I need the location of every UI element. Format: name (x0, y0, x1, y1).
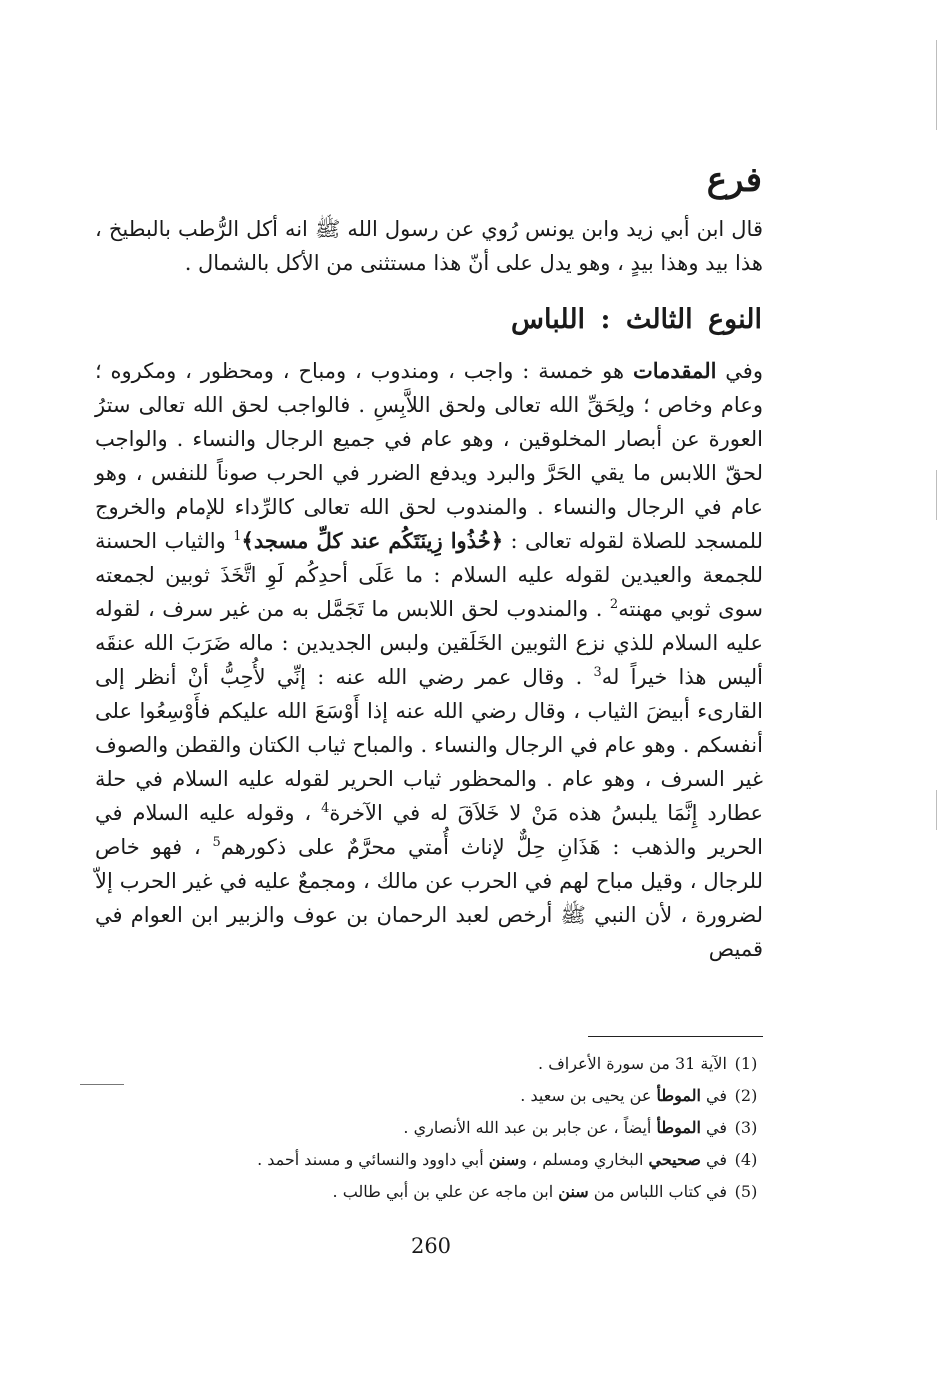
footnote-ref-4: 4 (321, 801, 330, 816)
footnote-separator (588, 1036, 763, 1037)
footnote-number: (1) (734, 1054, 758, 1073)
footnote-ref-5: 5 (212, 835, 221, 850)
footnote-text (220, 1048, 727, 1080)
footnote-book-title: سنن (488, 1150, 520, 1169)
footnote-text-part: في (700, 1086, 727, 1105)
footnote-number: (5) (734, 1182, 758, 1201)
scan-edge-mark (936, 790, 937, 830)
footnote-book-title: الموطأ (656, 1118, 701, 1137)
section-heading-far: فرع (706, 160, 762, 200)
quran-verse: ﴿خُذُوا زِينَتَكُم عند كلِّ مسجد﴾ (241, 528, 503, 553)
section-heading-clothing: النوع الثالث : اللباس (511, 304, 762, 335)
footnote-text-part: أبي داوود والنسائي و مسند أحمد . (257, 1150, 489, 1169)
footnote-ref-1: 1 (233, 529, 242, 544)
margin-pencil-mark (80, 1084, 124, 1085)
footnote-text-part: في (700, 1118, 727, 1137)
footnote-book-title: صحيحي (648, 1150, 701, 1169)
paragraph-2-part-2: والثياب الحسنة للجمعة والعيدين لقوله عليه السلام : ما عَلَى أحدِكُم لَوِ اتَّخَذَ ثوبين لجمعته سوى ثوبي مهنته (95, 529, 763, 621)
page-number: 260 (410, 1234, 452, 1258)
footnote-text-part: عن يحيى بن سعيد . (520, 1086, 657, 1105)
footnote-text-part: البخاري ومسلم ، و (519, 1150, 649, 1169)
footnote-ref-3: 3 (593, 665, 602, 680)
paragraph-2-part-4: . وقال عمر رضي الله عنه : إنِّي لأُحِبُّ أنْ أنظر إلى القارىء أبيضَ الثياب ، وقال رضي الله عنه إذا أَوْسَعَ الله عليكم فأَوْسِعُوا على أنفسكم . وهو عام في الرجال والنساء . والمباح ثياب الكتان والقطن والصوف غير السرف ، وهو عام . والمحظور ثياب الحرير لقوله عليه السلام في حلة عطارد إِنَّمَا يلبسُ هذه مَنْ لا خَلاَقَ له في الآخرة (95, 665, 763, 825)
footnote-text (220, 1112, 727, 1144)
paragraph-2-part-5: ، وقوله عليه السلام في الحرير والذهب : هَذَانِ حِلٌّ لإناث أُمتي محرَّمٌ على ذكورهم (95, 801, 763, 859)
paragraph-2 (95, 354, 763, 966)
paragraph-2-part-1: هو خمسة : واجب ، ومندوب ، ومباح ، ومحظور ، ومكروه ؛ وعام وخاص ؛ ولِحَقِّ الله تعالى ولحق اللاَّبِسِ . فالواجب لحق الله تعالى سترُ العورة عن أبصار المخلوقين ، وهو عام في جميع الرجال والنساء . والواجب لحقّ اللابس ما يقي الحَرَّ والبرد ويدفع الضرر في الحرب صوناً للنفس ، وهو عام في الرجال والنساء . والمندوب لحق الله تعالى كالرِّداء للإمام والخروج للمسجد للصلاة لقوله تعالى : (95, 359, 763, 553)
footnote-text-part: في كتاب اللباس من (588, 1182, 727, 1201)
footnote-1 (220, 1048, 765, 1080)
footnote-text-part: الآية 31 من سورة الأعراف . (538, 1054, 727, 1073)
paragraph-1: قال ابن أبي زيد وابن يونس رُوي عن رسول الله ﷺ انه أكل الرُّطب بالبطيخ ، هذا بيد وهذا بيدٍ ، وهو يدل على أنّ هذا مستثنى من الأكل بالشمال . (95, 217, 763, 275)
footnote-text (220, 1144, 727, 1176)
footnote-4 (220, 1144, 765, 1176)
footnote-ref-2: 2 (609, 597, 619, 612)
footnote-text (220, 1080, 727, 1112)
footnote-2 (220, 1080, 765, 1112)
footnote-text-part: أيضاً ، عن جابر بن عبد الله الأنصاري . (403, 1118, 657, 1137)
footnote-5 (220, 1176, 765, 1208)
scan-edge-mark (936, 470, 937, 520)
footnote-text (220, 1176, 727, 1208)
footnote-book-title: سنن (558, 1182, 589, 1201)
footnote-3 (220, 1112, 765, 1144)
footnotes (220, 1048, 765, 1208)
footnote-book-title: الموطأ (656, 1086, 701, 1105)
footnote-number: (3) (734, 1118, 758, 1137)
paragraph-2-part-6: ، فهو خاص للرجال ، وقيل مباح لهم في الحرب عن مالك ، ومجمعٌ عليه في غير الحرب إلاّ لضرورة ، لأن النبي ﷺ أرخص لعبد الرحمان بن عوف والزبير ابن العوام في قميص (95, 835, 763, 961)
footnote-number: (4) (734, 1150, 758, 1169)
paragraph-2-intro: وفي (725, 359, 763, 383)
scan-edge-mark (936, 40, 937, 130)
footnote-text-part: في (700, 1150, 727, 1169)
footnote-number: (2) (734, 1086, 758, 1105)
footnote-text-part: ابن ماجه عن علي بن أبي طالب . (332, 1182, 559, 1201)
paragraph-2-part-3: . والمندوب لحق اللابس ما تَجَمَّل به من غير سرف ، لقوله عليه السلام للذي نزع الثوبين الخَلَقين ولبس الجديدين : ماله ضَرَبَ الله عنقَه أليس هذا خيراً له (95, 597, 763, 689)
book-title-muqaddimat: المقدمات (632, 358, 717, 383)
